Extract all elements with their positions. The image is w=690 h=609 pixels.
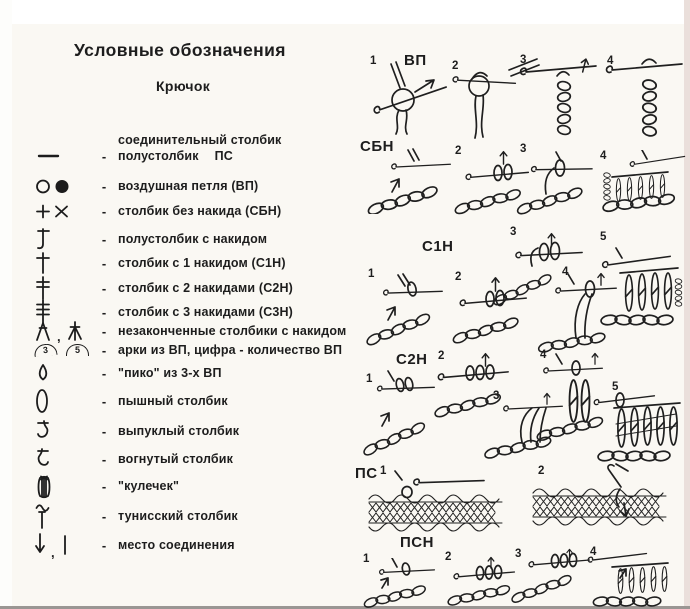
sbn-step4-illustration [592, 150, 687, 218]
symbol-comma: , [51, 545, 55, 560]
legend-item-tunisian [30, 501, 352, 531]
separator-dash: - [101, 231, 107, 247]
vp-step4-illustration [598, 52, 686, 144]
legend-label: столбик без накида (СБН) [118, 204, 282, 219]
legend-label: "пико" из 3-х ВП [118, 365, 222, 380]
separator-dash: - [101, 393, 107, 409]
chain-stitch-symbol-icon [30, 178, 90, 195]
section-label-c2n: С2Н [396, 351, 428, 368]
separator-dash: - [101, 323, 107, 339]
separator-dash: - [101, 148, 107, 164]
legend-item-puff-stitch [30, 387, 352, 415]
chain-arc-symbol-icon [30, 344, 90, 356]
double-crochet-symbol-icon [30, 250, 90, 276]
psn-step-number-2: 2 [445, 551, 452, 563]
legend-label: столбик с 1 накидом (С1Н) [118, 255, 286, 270]
section-label-psn: ПСН [400, 534, 434, 551]
page-subtitle: Крючок [156, 78, 211, 94]
psn-step-number-1: 1 [363, 553, 370, 565]
c1n-step-number-3: 3 [510, 226, 517, 238]
separator-dash: - [101, 179, 107, 194]
c2n-step-number-5: 5 [612, 381, 619, 393]
front-post-symbol-icon [30, 418, 90, 444]
ps-step-number-1: 1 [380, 465, 387, 477]
legend-item-unfinished-stitches [30, 319, 352, 343]
sbn-step1-illustration [360, 148, 452, 214]
page-top-margin [0, 0, 690, 24]
legend-label-line1: соединительный столбик [118, 133, 282, 147]
bobble-symbol-icon [30, 472, 90, 500]
vp-step-number-3: 3 [520, 54, 527, 66]
ps-step1-illustration [365, 470, 510, 532]
c1n-step-number-5: 5 [600, 231, 607, 243]
vp-step-number-1: 1 [370, 55, 377, 67]
legend-label-abbr: ПС [214, 149, 233, 164]
separator-dash: - [101, 423, 107, 439]
sbn-step-number-3: 3 [520, 143, 527, 155]
legend-label: столбик с 2 накидами (С2Н) [118, 280, 293, 295]
vp-step-number-4: 4 [607, 55, 614, 67]
slip-stitch-symbol-icon [30, 151, 90, 165]
c1n-step-number-2: 2 [455, 271, 462, 283]
legend-label: столбик с 3 накидами (С3Н) [118, 304, 293, 319]
psn-step-number-4: 4 [590, 546, 597, 558]
legend-item-bobble [30, 472, 352, 500]
sbn-step3-illustration [512, 148, 598, 218]
legend-label: "кулечек" [118, 478, 180, 493]
legend-label: арки из ВП, цифра - количество ВП [118, 343, 343, 357]
unfinished-stitches-symbol-icon [30, 319, 90, 343]
separator-dash: - [101, 508, 107, 524]
separator-dash: - [101, 451, 107, 467]
legend-label: полустолбик с накидом [118, 231, 268, 246]
separator-dash: - [101, 280, 107, 296]
c2n-step5-illustration [590, 382, 688, 464]
tunisian-stitch-symbol-icon [30, 501, 90, 531]
sbn-step-number-2: 2 [455, 145, 462, 157]
separator-dash: - [101, 204, 107, 219]
legend-item-join-point [30, 531, 352, 559]
section-label-ps: ПС [355, 465, 378, 482]
separator-dash: - [101, 304, 107, 320]
section-label-sbn: СБН [360, 138, 394, 155]
legend-item-double-crochet [30, 250, 352, 276]
psn-step4-illustration [580, 548, 685, 608]
c2n-step-number-4: 4 [540, 349, 547, 361]
legend-item-half-double [30, 226, 352, 252]
back-post-symbol-icon [30, 446, 90, 472]
legend-label: незаконченные столбики с накидом [118, 323, 347, 338]
legend-item-front-post [30, 418, 352, 444]
separator-dash: - [101, 478, 107, 494]
vp-step-number-2: 2 [452, 60, 459, 72]
legend-item-back-post [30, 446, 352, 472]
c1n-step-number-4: 4 [562, 266, 569, 278]
sbn-step-number-4: 4 [600, 150, 607, 162]
legend-item-chain-arcs [30, 342, 352, 358]
legend-label: тунисский столбик [118, 508, 238, 523]
separator-dash: - [101, 342, 107, 358]
c1n-step5-illustration [596, 236, 688, 328]
single-crochet-symbol-icon [30, 203, 90, 220]
legend-item-single-crochet [30, 203, 352, 220]
separator-dash: - [101, 255, 107, 271]
picot-symbol-icon [30, 362, 90, 384]
c1n-step-number-1: 1 [368, 268, 375, 280]
psn-step1-illustration [358, 558, 442, 608]
separator-dash: - [101, 537, 107, 553]
section-label-vp: ВП [404, 52, 427, 69]
legend-label: место соединения [118, 537, 235, 552]
legend-item-slip-stitch [30, 132, 352, 165]
symbol-comma: , [57, 329, 61, 344]
ps-step-number-2: 2 [538, 465, 545, 477]
puff-stitch-symbol-icon [30, 387, 90, 415]
legend-label: выпуклый столбик [118, 423, 240, 438]
section-label-c1n: С1Н [422, 238, 454, 255]
half-double-crochet-symbol-icon [30, 226, 90, 252]
c2n-step-number-1: 1 [366, 373, 373, 385]
c1n-step1-illustration [360, 272, 446, 352]
legend-label: воздушная петля (ВП) [118, 179, 259, 194]
psn-step-number-3: 3 [515, 548, 522, 560]
arc-digit-3: 3 [33, 343, 57, 357]
c2n-step-number-3: 3 [493, 390, 500, 402]
legend-item-chain [30, 178, 352, 195]
page-left-margin [0, 0, 12, 609]
ps-step2-illustration [528, 462, 686, 537]
legend-label: вогнутый столбик [118, 451, 234, 466]
join-point-symbol-icon [30, 531, 90, 559]
separator-dash: - [101, 365, 107, 381]
vp-step3-illustration [505, 52, 600, 142]
page-title: Условные обозначения [74, 40, 286, 60]
arc-digit-5: 5 [66, 344, 89, 356]
c2n-step-number-2: 2 [438, 350, 445, 362]
legend-label-line2: полустолбик [118, 149, 199, 164]
legend-item-picot [30, 362, 352, 384]
legend-label: пышный столбик [118, 393, 228, 408]
vp-step1-illustration [358, 58, 448, 138]
